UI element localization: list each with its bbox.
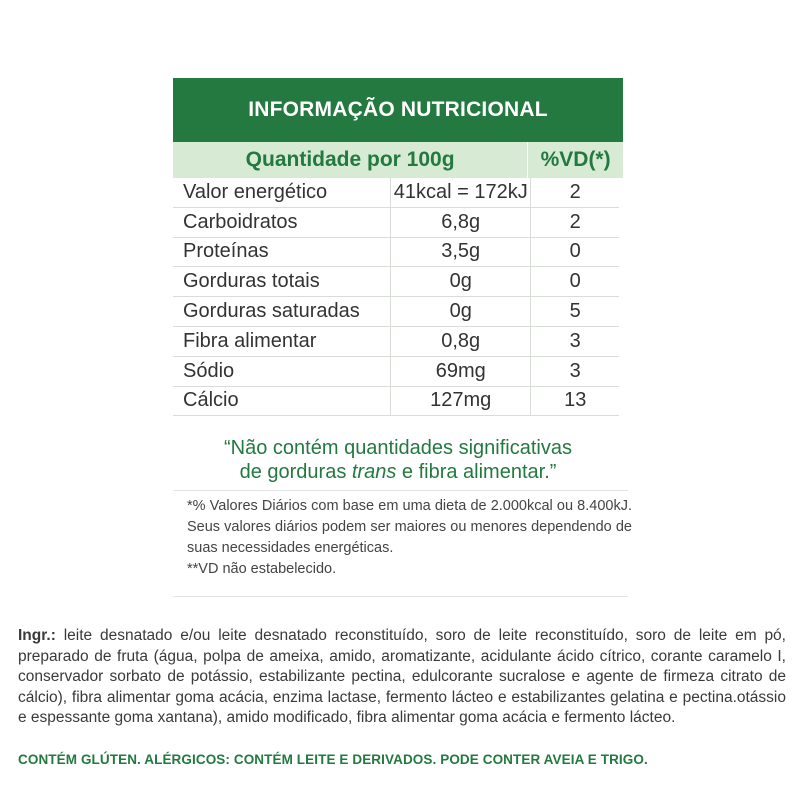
notice-line-2-pre: de gorduras: [239, 461, 352, 483]
footnote: [187, 496, 632, 580]
nutrient-name: Valor energético: [183, 180, 328, 203]
nutrient-name: Gorduras saturadas: [183, 300, 360, 323]
table-row: [173, 178, 619, 208]
nutrient-vd: 2: [569, 210, 581, 233]
nutrient-vd: 5: [569, 300, 581, 323]
table-row: [173, 357, 619, 387]
nutrient-vd: 3: [569, 359, 581, 382]
nutrient-name: Cálcio: [183, 389, 239, 412]
allergen-warning: CONTÉM GLÚTEN. ALÉRGICOS: CONTÉM LEITE E DERIVADOS. PODE CONTER AVEIA E TRIGO.: [18, 752, 648, 767]
nutrition-panel: [173, 78, 623, 416]
vd-header: %VD(*): [527, 142, 623, 178]
table-row: [173, 387, 619, 417]
nutrient-vd: 2: [569, 180, 581, 203]
nutrient-vd: 0: [569, 240, 581, 263]
nutrient-amount: 3,5g: [390, 238, 531, 267]
table-row: [173, 297, 619, 327]
nutrient-amount: 41kcal = 172kJ: [390, 178, 531, 207]
nutrient-vd: 0: [569, 270, 581, 293]
nutrition-subheader: [173, 142, 623, 178]
table-row: [173, 327, 619, 357]
nutrient-name: Proteínas: [183, 240, 269, 263]
table-row: [173, 267, 619, 297]
nutrient-amount: 0g: [390, 267, 531, 296]
nutrient-amount: 69mg: [390, 357, 531, 386]
ingredients-text: [18, 626, 786, 729]
notice-line-2: [173, 460, 623, 484]
nutrient-name: Carboidratos: [183, 210, 298, 233]
nutrient-name: Fibra alimentar: [183, 329, 317, 352]
footnote-text: *% Valores Diários com base em uma dieta de 2.000kcal ou 8.400kJ. Seus valores diários podem ser maiores ou menores dependendo de suas necessidades energéticas.: [187, 498, 632, 556]
nutrient-vd: 13: [564, 389, 587, 412]
footnote-divider-top: [173, 490, 628, 491]
footnote-vd-note: **VD não estabelecido.: [187, 561, 337, 577]
nutrition-title: INFORMAÇÃO NUTRICIONAL: [173, 78, 623, 142]
nutrient-amount: 6,8g: [390, 208, 531, 237]
nutrient-amount: 127mg: [390, 387, 531, 416]
notice-line-1: “Não contém quantidades significativas: [224, 437, 572, 459]
nutrient-name: Gorduras totais: [183, 270, 320, 293]
nutrient-amount: 0g: [390, 297, 531, 326]
quantity-header: Quantidade por 100g: [245, 148, 455, 171]
notice-line-2-italic: trans: [351, 461, 397, 483]
table-row: [173, 238, 619, 268]
table-row: [173, 208, 619, 238]
ingredients-label: Ingr.:: [18, 627, 56, 644]
ingredients-list: leite desnatado e/ou leite desnatado reconstituído, soro de leite reconstituído, soro de leite em pó, preparado de fruta (água, polpa de ameixa, amido, aromatizante, acidulante ácido cítrico, corante caramelo I, conservador sorbato de potássio, estabilizante pectina, edulcorante sucralose e agente de firmeza citrato de cálcio), fibra alimentar goma acácia, enzima lactase, fermento lácteo e estabilizantes gelatina e pectina.otássio e espessante goma xantana), amido modificado, fibra alimentar goma acácia e fermento lácteo.: [18, 627, 786, 726]
nutrient-name: Sódio: [183, 359, 235, 382]
nutrition-table: [173, 178, 619, 416]
nutrient-amount: 0,8g: [390, 327, 531, 356]
trans-fat-notice: [173, 436, 623, 484]
nutrient-vd: 3: [569, 329, 581, 352]
notice-line-2-post: e fibra alimentar.”: [396, 461, 557, 483]
footnote-divider-bottom: [173, 596, 628, 597]
